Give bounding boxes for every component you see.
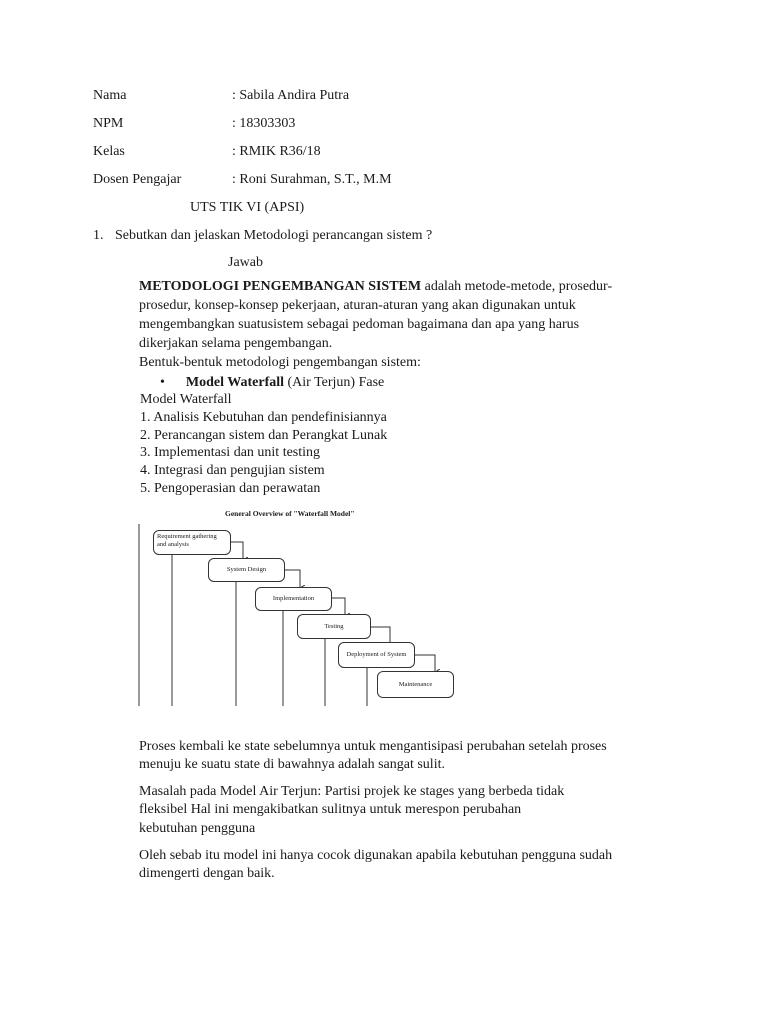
paragraph-2-line-1: Masalah pada Model Air Terjun: Partisi projek ke stages yang berbeda tidak [139,784,565,799]
stage-box-system-design: System Design [208,558,285,582]
bullet-bold-text: Model Waterfall [185,375,285,390]
teacher-label: Dosen Pengajar [93,172,182,187]
npm-label: NPM [93,116,124,131]
answer-line-1-rest: adalah metode-metode, prosedur- [421,279,613,294]
bullet-icon: • [160,375,165,390]
stage-box-requirements: Requirement gathering and analysis [153,530,231,555]
name-value: : Sabila Andira Putra [232,88,350,103]
flow-arrow [285,570,300,588]
paragraph-1-line-2: menuju ke suatu state di bawahnya adalah sangat sulit. [139,757,445,772]
class-label: Kelas [93,144,125,159]
model-title: Model Waterfall [140,392,232,407]
step-item: 3. Implementasi dan unit testing [140,445,321,460]
exam-title: UTS TIK VI (APSI) [190,200,305,215]
paragraph-1-line-1: Proses kembali ke state sebelumnya untuk mengantisipasi perubahan setelah proses [139,739,607,754]
answer-line-4: dikerjakan selama pengembangan. [139,336,333,351]
teacher-value: : Roni Surahman, S.T., M.M [232,172,392,187]
answer-line-1 [139,277,612,296]
step-item: 4. Integrasi dan pengujian sistem [140,463,325,478]
stage-box-deployment: Deployment of System [338,642,415,668]
step-item: 5. Pengoperasian dan perawatan [140,481,321,496]
answer-line-5: Bentuk-bentuk metodologi pengembangan sistem: [139,355,421,370]
bullet-item [160,375,384,391]
question-number: 1. [93,228,104,243]
class-value: : RMIK R36/18 [232,144,321,159]
stage-box-implementation: Implementation [255,587,332,611]
paragraph-3-line-2: dimengerti dengan baik. [139,866,275,881]
question-text: Sebutkan dan jelaskan Metodologi perancangan sistem ? [115,228,433,243]
npm-value: : 18303303 [232,116,296,131]
stage-box-maintenance: Maintenance [377,671,454,698]
answer-heading: METODOLOGI PENGEMBANGAN SISTEM [139,279,422,294]
flow-arrow [415,655,435,672]
waterfall-diagram [135,506,455,711]
name-label: Nama [93,88,127,103]
stage-box-testing: Testing [297,614,371,639]
answer-line-2: prosedur, konsep-konsep pekerjaan, aturan-aturan yang akan digunakan untuk [139,298,576,313]
answer-line-3: mengembangkan suatusistem sebagai pedoman bagaimana dan apa yang harus [139,317,580,332]
answer-label: Jawab [228,255,263,270]
paragraph-2-line-2: fleksibel Hal ini mengakibatkan sulitnya untuk merespon perubahan [139,802,522,817]
paragraph-2-line-3: kebutuhan pengguna [139,821,256,836]
paragraph-3-line-1: Oleh sebab itu model ini hanya cocok digunakan apabila kebutuhan pengguna sudah [139,848,613,863]
step-item: 1. Analisis Kebutuhan dan pendefinisiannya [140,410,387,425]
step-item: 2. Perancangan sistem dan Perangkat Lunak [140,428,388,443]
bullet-rest-text: (Air Terjun) Fase [284,375,385,390]
diagram-title: General Overview of "Waterfall Model" [225,509,355,518]
